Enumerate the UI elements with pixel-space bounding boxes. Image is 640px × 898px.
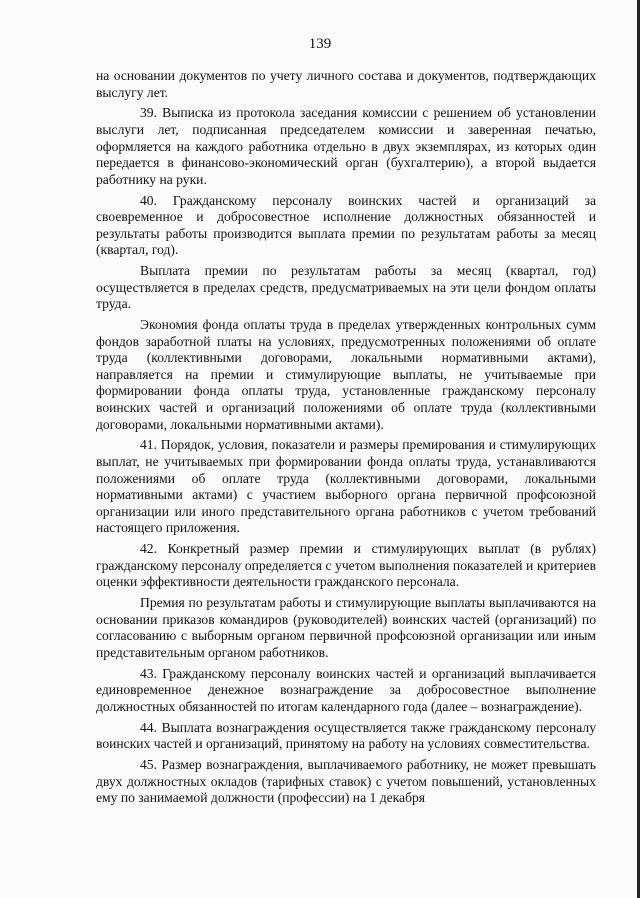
paragraph: Выплата премии по результатам работы за месяц (квартал, год) осуществляется в пределах средств, предусматриваемых на эти цели фондом оплаты труда.	[96, 263, 596, 312]
paragraph: 43. Гражданскому персоналу воинских частей и организаций выплачивается единовременное денежное вознаграждение за добросовестное выполнение должностных обязанностей по итогам календарного года (далее – вознаграждение).	[96, 665, 596, 714]
page-number: 139	[308, 36, 332, 52]
paragraph: Экономия фонда оплаты труда в пределах утвержденных контрольных сумм фондов заработной платы на условиях, предусмотренных положениями об оплате труда (коллективными договорами, локальными нормативными актами), направляется на премии и стимулирующие выплаты, не учитываемые при формировании фонда оплаты труда, установленные гражданскому персоналу воинских частей и организаций положениями об оплате труда (коллективными договорами, локальными нормативными актами).	[96, 317, 596, 432]
paragraph: 41. Порядок, условия, показатели и размеры премирования и стимулирующих выплат, не учитываемых при формировании фонда оплаты труда, устанавливаются положениями об оплате труда (коллективными договорами, локальными нормативными актами) с участием выборного органа первичной профсоюзной организации или иного представительного органа работников с учетом требований настоящего приложения.	[96, 437, 596, 536]
paragraph: 39. Выписка из протокола заседания комиссии с решением об установлении выслуги лет, подписанная председателем комиссии и заверенная печатью, оформляется на каждого работника отдельно в двух экземплярах, из которых один передается в финансово-экономический орган (бухгалтерию), а второй выдается работнику на руки.	[96, 105, 596, 187]
paragraph: Премия по результатам работы и стимулирующие выплаты выплачиваются на основании приказов командиров (руководителей) воинских частей (организаций) по согласованию с выборным органом первичной профсоюзной организации или иным представительным органом работников.	[96, 595, 596, 660]
paragraph: 45. Размер вознаграждения, выплачиваемого работнику, не может превышать двух должностных окладов (тарифных ставок) с учетом повышений, установленных ему по занимаемой должности (профессии) на 1 декабря	[96, 757, 596, 806]
paragraph: 42. Конкретный размер премии и стимулирующих выплат (в рублях) гражданскому персоналу определяется с учетом выполнения показателей и критериев оценки эффективности деятельности гражданского персонала.	[96, 541, 596, 590]
paragraph: на основании документов по учету личного состава и документов, подтверждающих выслугу лет.	[96, 68, 596, 100]
paragraph: 40. Гражданскому персоналу воинских частей и организаций за своевременное и добросовестное исполнение должностных обязанностей и результаты работы производится выплата премии по результатам работы за месяц (квартал, год).	[96, 192, 596, 258]
paragraph: 44. Выплата вознаграждения осуществляется также гражданскому персоналу воинских частей и организаций, принятому на работу на условиях совместительства.	[96, 719, 596, 752]
document-body	[96, 68, 596, 811]
